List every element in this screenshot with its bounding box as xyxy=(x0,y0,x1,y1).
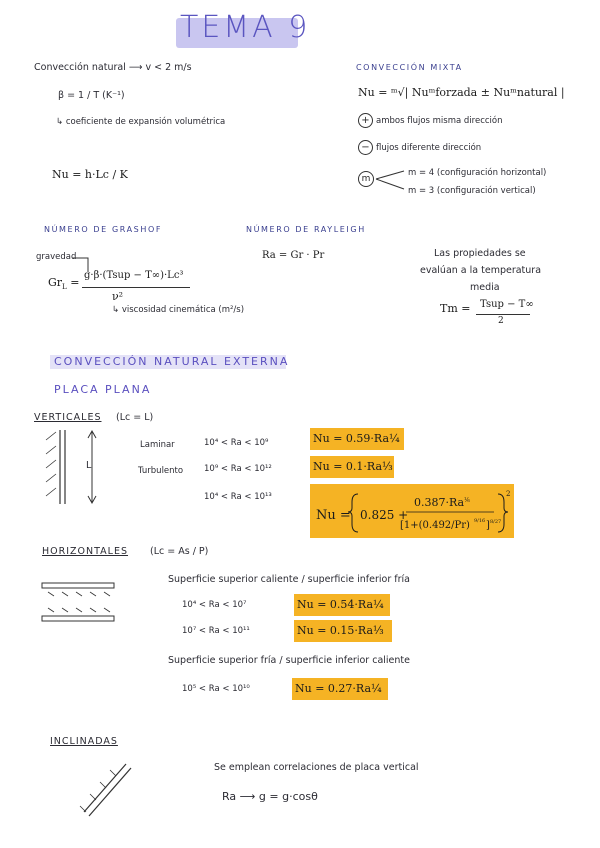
L-label: L xyxy=(86,460,92,471)
rayleigh-heading: NÚMERO DE RAYLEIGH xyxy=(246,225,366,234)
big-formula-svg xyxy=(314,488,512,536)
rayleigh-formula: Ra = Gr · Pr xyxy=(262,250,325,261)
grashof-denominator: ν² xyxy=(112,290,124,303)
tm-denominator: 2 xyxy=(498,316,504,326)
turbulento-label: Turbulento xyxy=(138,466,184,476)
branch-lines xyxy=(374,168,406,192)
case2-text: Superficie superior fría / superficie inferior caliente xyxy=(168,655,410,666)
gravedad-label: gravedad xyxy=(36,252,77,262)
tm-fraction-line xyxy=(476,314,530,315)
svg-text:9/16: 9/16 xyxy=(474,518,486,524)
svg-text:Nu =: Nu = xyxy=(316,508,351,523)
m-symbol: m xyxy=(361,174,371,184)
props-line3: media xyxy=(470,282,500,293)
inclinadas-text: Se emplean correlaciones de placa vertical xyxy=(214,762,419,773)
svg-text:⅙: ⅙ xyxy=(464,497,470,504)
mixta-formula: Nu = ᵐ√| Nuᵐforzada ± Nuᵐnatural | xyxy=(358,86,565,99)
grashof-numerator: g·β·(Tsup − T∞)·Lc³ xyxy=(84,270,184,281)
horizontal-plate-icon xyxy=(40,580,120,626)
grashof-fraction-line xyxy=(82,287,190,288)
natural-velocity-line: Convección natural ⟶ v < 2 m/s xyxy=(34,62,192,73)
inclinadas-heading: INCLINADAS xyxy=(50,736,118,747)
big-formula xyxy=(314,488,512,536)
case1-range2: 10⁷ < Ra < 10¹¹ xyxy=(182,626,250,636)
case2-range: 10⁵ < Ra < 10¹⁰ xyxy=(182,684,250,694)
tm-lhs: Tm = xyxy=(440,302,471,315)
turbulento-range: 10⁹ < Ra < 10¹² xyxy=(204,464,272,474)
minus-text: flujos diferente dirección xyxy=(376,143,482,153)
grashof-heading: NÚMERO DE GRASHOF xyxy=(44,225,163,234)
nusselt-definition: Nu = h·Lc / K xyxy=(52,168,128,181)
inclinadas-ra: Ra ⟶ g = g·cosθ xyxy=(222,790,318,803)
case1-formula1: Nu = 0.54·Ra¼ xyxy=(297,598,384,611)
case1-formula2: Nu = 0.15·Ra⅓ xyxy=(297,624,384,637)
m3-text: m = 3 (configuración vertical) xyxy=(408,186,536,196)
page-title: TEMA 9 xyxy=(180,10,311,45)
plus-symbol: + xyxy=(361,115,370,126)
grashof-note: ↳ viscosidad cinemática (m²/s) xyxy=(112,305,245,315)
props-line1: Las propiedades se xyxy=(434,248,526,259)
case2-formula: Nu = 0.27·Ra¼ xyxy=(295,682,382,695)
svg-text:[1+(0.492/Pr): [1+(0.492/Pr) xyxy=(400,520,470,531)
svg-text:0.387·Ra: 0.387·Ra xyxy=(414,496,465,509)
beta-note: ↳ coeficiente de expansión volumétrica xyxy=(56,117,226,127)
case1-range1: 10⁴ < Ra < 10⁷ xyxy=(182,600,247,610)
wide-range: 10⁴ < Ra < 10¹³ xyxy=(204,492,272,502)
m-circle-icon xyxy=(358,171,374,187)
turbulento-formula: Nu = 0.1·Ra⅓ xyxy=(313,460,393,473)
laminar-range: 10⁴ < Ra < 10⁹ xyxy=(204,438,269,448)
horizontales-heading: HORIZONTALES xyxy=(42,546,129,557)
horizontales-lc: (Lc = As / P) xyxy=(150,546,209,557)
externa-heading: CONVECCIÓN NATURAL EXTERNA xyxy=(54,355,290,368)
laminar-label: Laminar xyxy=(140,440,175,450)
mixta-heading: CONVECCIÓN MIXTA xyxy=(356,63,463,72)
svg-text:8/27: 8/27 xyxy=(490,519,502,525)
verticales-heading: VERTICALES xyxy=(34,412,102,423)
svg-text:2: 2 xyxy=(506,490,511,498)
case1-text: Superficie superior caliente / superficie inferior fría xyxy=(168,574,410,585)
grashof-lhs: $Gr_L$ = xyxy=(48,276,80,292)
inclined-plate-icon xyxy=(76,762,136,818)
svg-text:]: ] xyxy=(486,520,490,531)
props-line2: evalúan a la temperatura xyxy=(420,265,542,276)
plus-text: ambos flujos misma dirección xyxy=(376,116,503,126)
minus-circle-icon xyxy=(358,140,373,155)
minus-symbol: − xyxy=(361,142,370,153)
verticales-lc: (Lc = L) xyxy=(116,412,154,423)
beta-definition: β = 1 / T (K⁻¹) xyxy=(58,90,125,101)
svg-text:0.825 +: 0.825 + xyxy=(360,508,409,522)
m4-text: m = 4 (configuración horizontal) xyxy=(408,168,547,178)
plus-circle-icon xyxy=(358,113,373,128)
laminar-formula: Nu = 0.59·Ra¼ xyxy=(313,432,400,445)
tm-numerator: Tsup − T∞ xyxy=(480,299,534,310)
placa-plana-heading: PLACA PLANA xyxy=(54,383,152,396)
